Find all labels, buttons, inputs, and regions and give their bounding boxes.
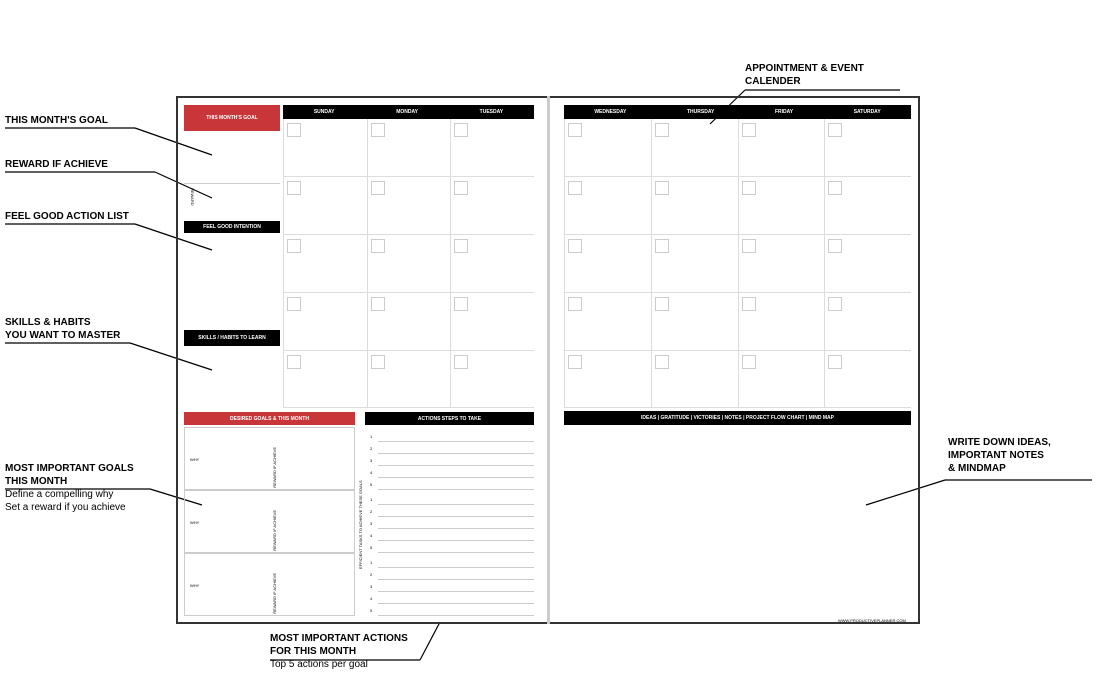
calendar-day-cell[interactable]	[367, 177, 451, 235]
calendar-day-cell[interactable]	[367, 351, 451, 408]
calendar-day-cell[interactable]	[450, 351, 534, 408]
day-thursday: THURSDAY	[686, 109, 715, 115]
annotation-ideas: WRITE DOWN IDEAS, IMPORTANT NOTES & MINDMAP	[948, 437, 1051, 474]
annotation-reward: REWARD IF ACHIEVE	[5, 159, 108, 170]
calendar-day-cell[interactable]	[564, 293, 651, 351]
action-number: 3	[370, 584, 373, 589]
calendar-day-cell[interactable]	[283, 177, 367, 235]
annotation-skills: SKILLS & HABITS YOU WANT TO MASTER	[5, 317, 121, 341]
action-line[interactable]	[378, 489, 534, 490]
calendar-day-cell[interactable]	[651, 235, 738, 293]
action-number: 1	[370, 497, 373, 502]
feel-good-header: FEEL GOOD INTENTION	[184, 221, 280, 233]
calendar-day-cell[interactable]	[651, 351, 738, 408]
day-wednesday: WEDNESDAY	[594, 109, 627, 115]
day-sunday: SUNDAY	[313, 109, 335, 115]
action-line[interactable]	[378, 591, 534, 592]
annotation-calendar: APPOINTMENT & EVENT CALENDER	[745, 63, 864, 87]
actions-header: ACTIONS STEPS TO TAKE	[365, 412, 534, 425]
action-number: 4	[370, 470, 373, 475]
calendar-day-cell[interactable]	[824, 177, 911, 235]
calendar-day-cell[interactable]	[450, 235, 534, 293]
day-friday: FRIDAY	[774, 109, 794, 115]
planner-spine	[547, 96, 550, 624]
skills-header: SKILLS / HABITS TO LEARN	[184, 330, 280, 346]
why-label: WHY	[190, 457, 200, 462]
calendar-day-cell[interactable]	[738, 177, 825, 235]
calendar-day-cell[interactable]	[738, 119, 825, 177]
calendar-day-cell[interactable]	[564, 351, 651, 408]
calendar-day-cell[interactable]	[651, 119, 738, 177]
action-number: 5	[370, 545, 373, 550]
action-line[interactable]	[378, 441, 534, 442]
action-line[interactable]	[378, 465, 534, 466]
calendar-day-cell[interactable]	[824, 119, 911, 177]
calendar-day-cell[interactable]	[824, 351, 911, 408]
action-line[interactable]	[378, 504, 534, 505]
calendar-day-cell[interactable]	[651, 177, 738, 235]
reward-label: REWARD	[190, 188, 195, 206]
annotation-feel-good: FEEL GOOD ACTION LIST	[5, 211, 129, 222]
why-label: WHY	[190, 583, 200, 588]
calendar-day-cell[interactable]	[450, 177, 534, 235]
annotation-important-goals: MOST IMPORTANT GOALS THIS MONTH Define a compelling why Set a reward if you achieve	[5, 463, 134, 513]
action-number: 4	[370, 596, 373, 601]
action-number: 2	[370, 446, 373, 451]
action-number: 3	[370, 521, 373, 526]
calendar-day-cell[interactable]	[450, 119, 534, 177]
action-number: 2	[370, 509, 373, 514]
action-number: 5	[370, 482, 373, 487]
day-monday: MONDAY	[396, 109, 418, 115]
annotation-goal: THIS MONTH'S GOAL	[5, 115, 108, 126]
reward-if-achieve-label: REWARD IF ACHIEVE	[272, 447, 277, 488]
calendar-day-cell[interactable]	[367, 235, 451, 293]
calendar-day-cell[interactable]	[283, 235, 367, 293]
reward-if-achieve-label: REWARD IF ACHIEVE	[272, 510, 277, 551]
action-line[interactable]	[378, 603, 534, 604]
goal-header: THIS MONTH'S GOAL	[184, 105, 280, 131]
calendar-day-cell[interactable]	[283, 119, 367, 177]
why-label: WHY	[190, 520, 200, 525]
reward-if-achieve-label: REWARD IF ACHIEVE	[272, 573, 277, 614]
day-saturday: SATURDAY	[853, 109, 881, 115]
calendar-day-cell[interactable]	[283, 293, 367, 351]
action-line[interactable]	[378, 453, 534, 454]
action-line[interactable]	[378, 567, 534, 568]
action-line[interactable]	[378, 540, 534, 541]
calendar-day-cell[interactable]	[824, 235, 911, 293]
calendar-day-cell[interactable]	[564, 119, 651, 177]
goal-box[interactable]	[184, 490, 355, 553]
action-line[interactable]	[378, 477, 534, 478]
calendar-day-cell[interactable]	[651, 293, 738, 351]
calendar-day-cell[interactable]	[564, 177, 651, 235]
days-header-right	[564, 105, 911, 119]
goal-box[interactable]	[184, 427, 355, 490]
action-number: 1	[370, 434, 373, 439]
calendar-day-cell[interactable]	[367, 119, 451, 177]
calendar-day-cell[interactable]	[367, 293, 451, 351]
calendar-day-cell[interactable]	[283, 351, 367, 408]
divider	[184, 183, 280, 184]
calendar-day-cell[interactable]	[738, 293, 825, 351]
action-line[interactable]	[378, 615, 534, 616]
action-line[interactable]	[378, 579, 534, 580]
calendar-day-cell[interactable]	[738, 351, 825, 408]
calendar-day-cell[interactable]	[450, 293, 534, 351]
action-line[interactable]	[378, 516, 534, 517]
action-number: 4	[370, 533, 373, 538]
day-tuesday: TUESDAY	[479, 109, 504, 115]
notes-header: IDEAS | GRATITUDE | VICTORIES | NOTES | PROJECT FLOW CHART | MIND MAP	[564, 411, 911, 425]
action-number: 3	[370, 458, 373, 463]
annotation-actions: MOST IMPORTANT ACTIONS FOR THIS MONTH Top 5 actions per goal	[270, 633, 408, 670]
desired-goals-header: DESIRED GOALS & THIS MONTH	[184, 412, 355, 425]
goal-box[interactable]	[184, 553, 355, 616]
calendar-day-cell[interactable]	[824, 293, 911, 351]
action-line[interactable]	[378, 528, 534, 529]
days-header-left	[283, 105, 534, 119]
calendar-day-cell[interactable]	[738, 235, 825, 293]
action-line[interactable]	[378, 552, 534, 553]
action-number: 1	[370, 560, 373, 565]
footer-url: WWW.PRODUCTIVEPLANNER.COM	[838, 618, 906, 623]
action-number: 2	[370, 572, 373, 577]
action-number: 5	[370, 608, 373, 613]
side-label: EFFICIENT TASKS TO ACHIEVE THESE GOALS	[358, 480, 363, 570]
calendar-day-cell[interactable]	[564, 235, 651, 293]
